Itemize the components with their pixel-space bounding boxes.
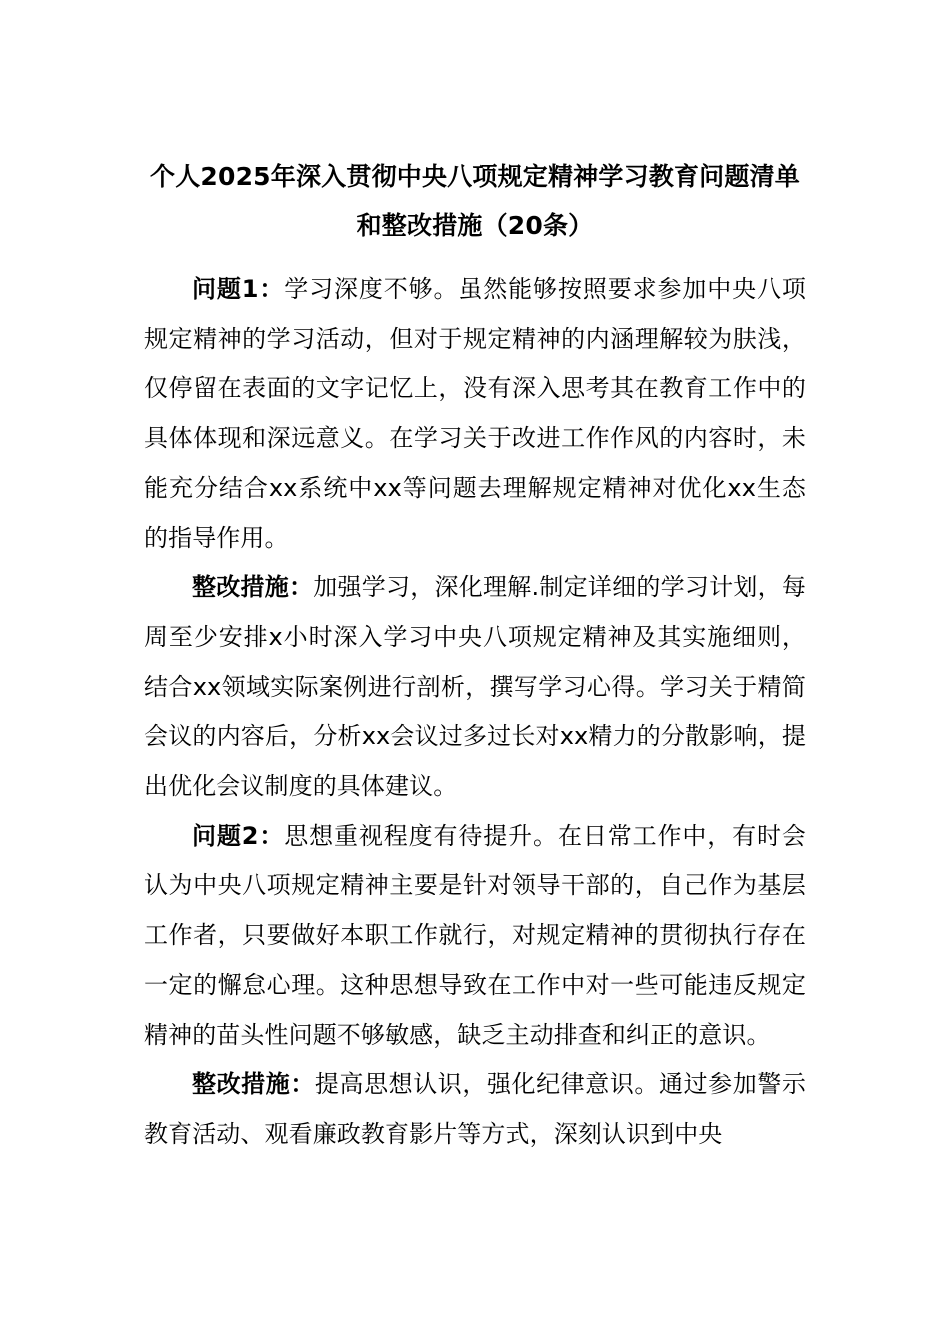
paragraph-measure-1 (144, 563, 806, 812)
paragraph-text: 提高思想认识，强化纪律意识。通过参加警示教育活动、观看廉政教育影片等方式，深刻认识到中央 (144, 1070, 807, 1148)
paragraph-label: 整改措施： (192, 1070, 315, 1099)
paragraph-text: 思想重视程度有待提升。在日常工作中，有时会认为中央八项规定精神主要是针对领导干部的，自己作为基层工作者，只要做好本职工作就行，对规定精神的贯彻执行存在一定的懈怠心理。这种思想导致在工作中对一些可能违反规定精神的苗头性问题不够敏感，缺乏主动排查和纠正的意识。 (144, 821, 806, 1049)
paragraph-label: 整改措施： (192, 573, 314, 602)
paragraph-measure-2 (144, 1060, 806, 1159)
paragraph-label: 问题2： (192, 821, 285, 850)
paragraph-problem-2 (144, 812, 806, 1061)
document-title: 个人2025年深入贯彻中央八项规定精神学习教育问题清单和整改措施（20条） (150, 162, 800, 240)
paragraph-text: 加强学习，深化理解.制定详细的学习计划，每周至少安排x小时深入学习中央八项规定精神及其实施细则，结合xx领域实际案例进行剖析，撰写学习心得。学习关于精简会议的内容后，分析xx会议过多过长对xx精力的分散影响，提出优化会议制度的具体建议。 (144, 573, 807, 801)
paragraph-label: 问题1： (192, 275, 285, 303)
paragraph-problem-1 (144, 265, 806, 563)
document-body (144, 265, 806, 1160)
paragraph-text: 学习深度不够。虽然能够按照要求参加中央八项规定精神的学习活动，但对于规定精神的内涵理解较为肤浅，仅停留在表面的文字记忆上，没有深入思考其在教育工作中的具体体现和深远意义。在学习关于改进工作作风的内容时，未能充分结合xx系统中xx等问题去理解规定精神对优化xx生态的指导作用。 (144, 275, 806, 552)
